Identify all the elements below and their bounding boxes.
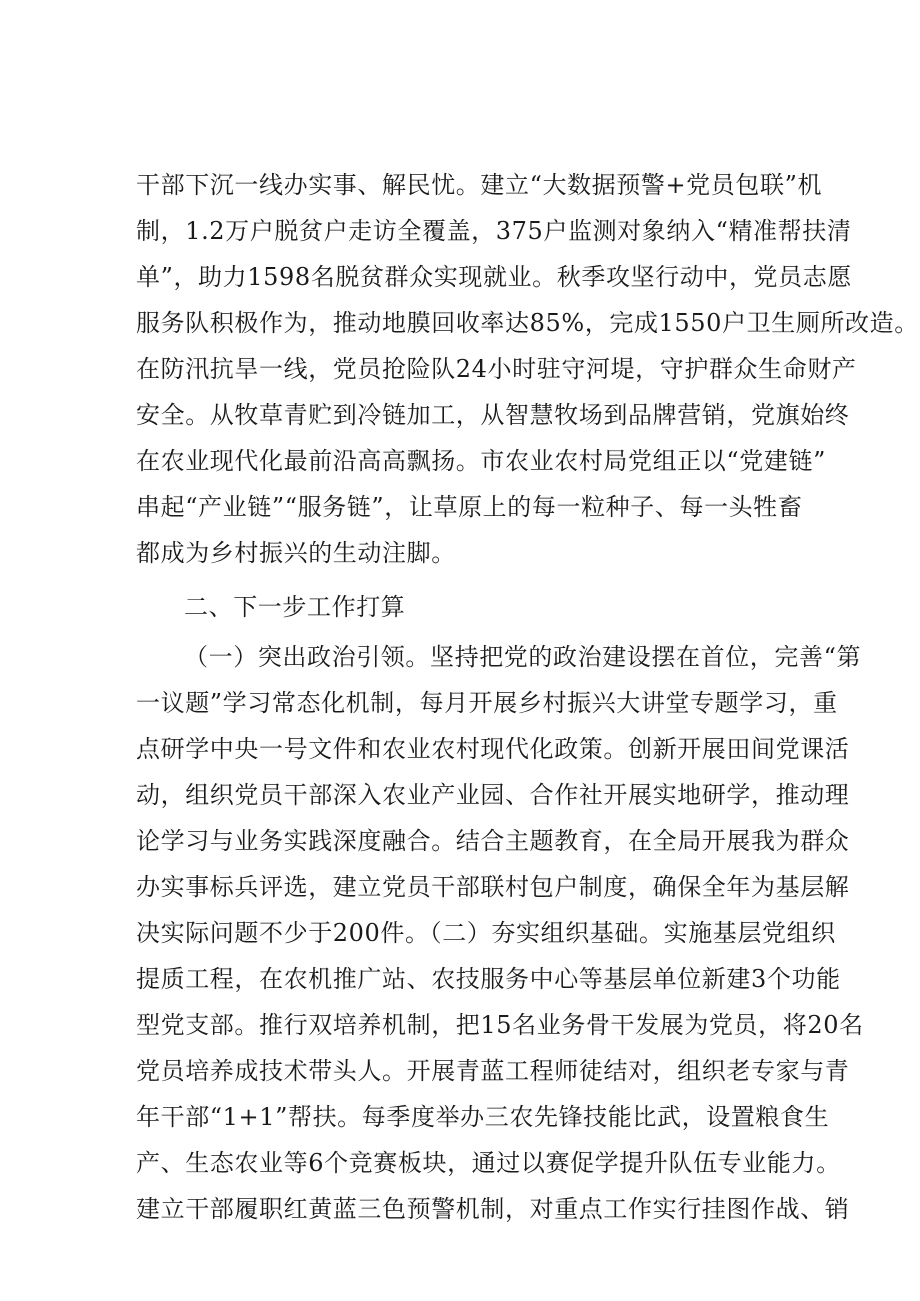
body-line: 型党支部。推行双培养机制，把15名业务骨干发展为党员，将20名 bbox=[136, 1011, 864, 1039]
body-line: 制，1.2万户脱贫户走访全覆盖，375户监测对象纳入“精准帮扶清 bbox=[136, 217, 852, 245]
body-line: 党员培养成技术带头人。开展青蓝工程师徒结对，组织老专家与青 bbox=[136, 1057, 850, 1085]
body-line: 一议题”学习常态化机制，每月开展乡村振兴大讲堂专题学习，重 bbox=[136, 689, 838, 717]
body-line: 动，组织党员干部深入农业产业园、合作社开展实地研学，推动理 bbox=[136, 781, 850, 809]
body-line: 年干部“1+1”帮扶。每季度举办三农先锋技能比武，设置粮食生 bbox=[136, 1103, 830, 1131]
body-line: 都成为乡村振兴的生动注脚。 bbox=[136, 539, 456, 567]
body-line: 点研学中央一号文件和农业农村现代化政策。创新开展田间党课活 bbox=[136, 735, 850, 763]
body-line: 在农业现代化最前沿高高飘扬。市农业农村局党组正以“党建链” bbox=[136, 447, 826, 475]
body-line: 安全。从牧草青贮到冷链加工，从智慧牧场到品牌营销，党旗始终 bbox=[136, 401, 850, 429]
body-line: 服务队积极作为，推动地膜回收率达85%，完成1550户卫生厕所改造。 bbox=[136, 309, 919, 337]
body-line: 串起“产业链”“服务链”，让草原上的每一粒种子、每一头牲畜 bbox=[136, 493, 803, 521]
body-line: 论学习与业务实践深度融合。结合主题教育，在全局开展我为群众 bbox=[136, 827, 850, 855]
body-line: 干部下沉一线办实事、解民忧。建立“大数据预警+党员包联”机 bbox=[136, 171, 823, 199]
section-heading: 二、下一步工作打算 bbox=[184, 593, 406, 621]
body-line: 产、生态农业等6个竞赛板块，通过以赛促学提升队伍专业能力。 bbox=[136, 1149, 841, 1177]
body-line: 建立干部履职红黄蓝三色预警机制，对重点工作实行挂图作战、销 bbox=[136, 1195, 850, 1223]
body-line: 提质工程，在农机推广站、农技服务中心等基层单位新建3个功能 bbox=[136, 965, 841, 993]
body-line: 办实事标兵评选，建立党员干部联村包户制度，确保全年为基层解 bbox=[136, 873, 850, 901]
body-line: 单”，助力1598名脱贫群众实现就业。秋季攻坚行动中，党员志愿 bbox=[136, 263, 852, 291]
body-line: （一）突出政治引领。坚持把党的政治建设摆在首位，完善“第 bbox=[184, 643, 862, 671]
body-line: 在防汛抗旱一线，党员抢险队24小时驻守河堤，守护群众生命财产 bbox=[136, 355, 857, 383]
body-line: 决实际问题不少于200件。（二）夯实组织基础。实施基层党组织 bbox=[136, 919, 836, 947]
